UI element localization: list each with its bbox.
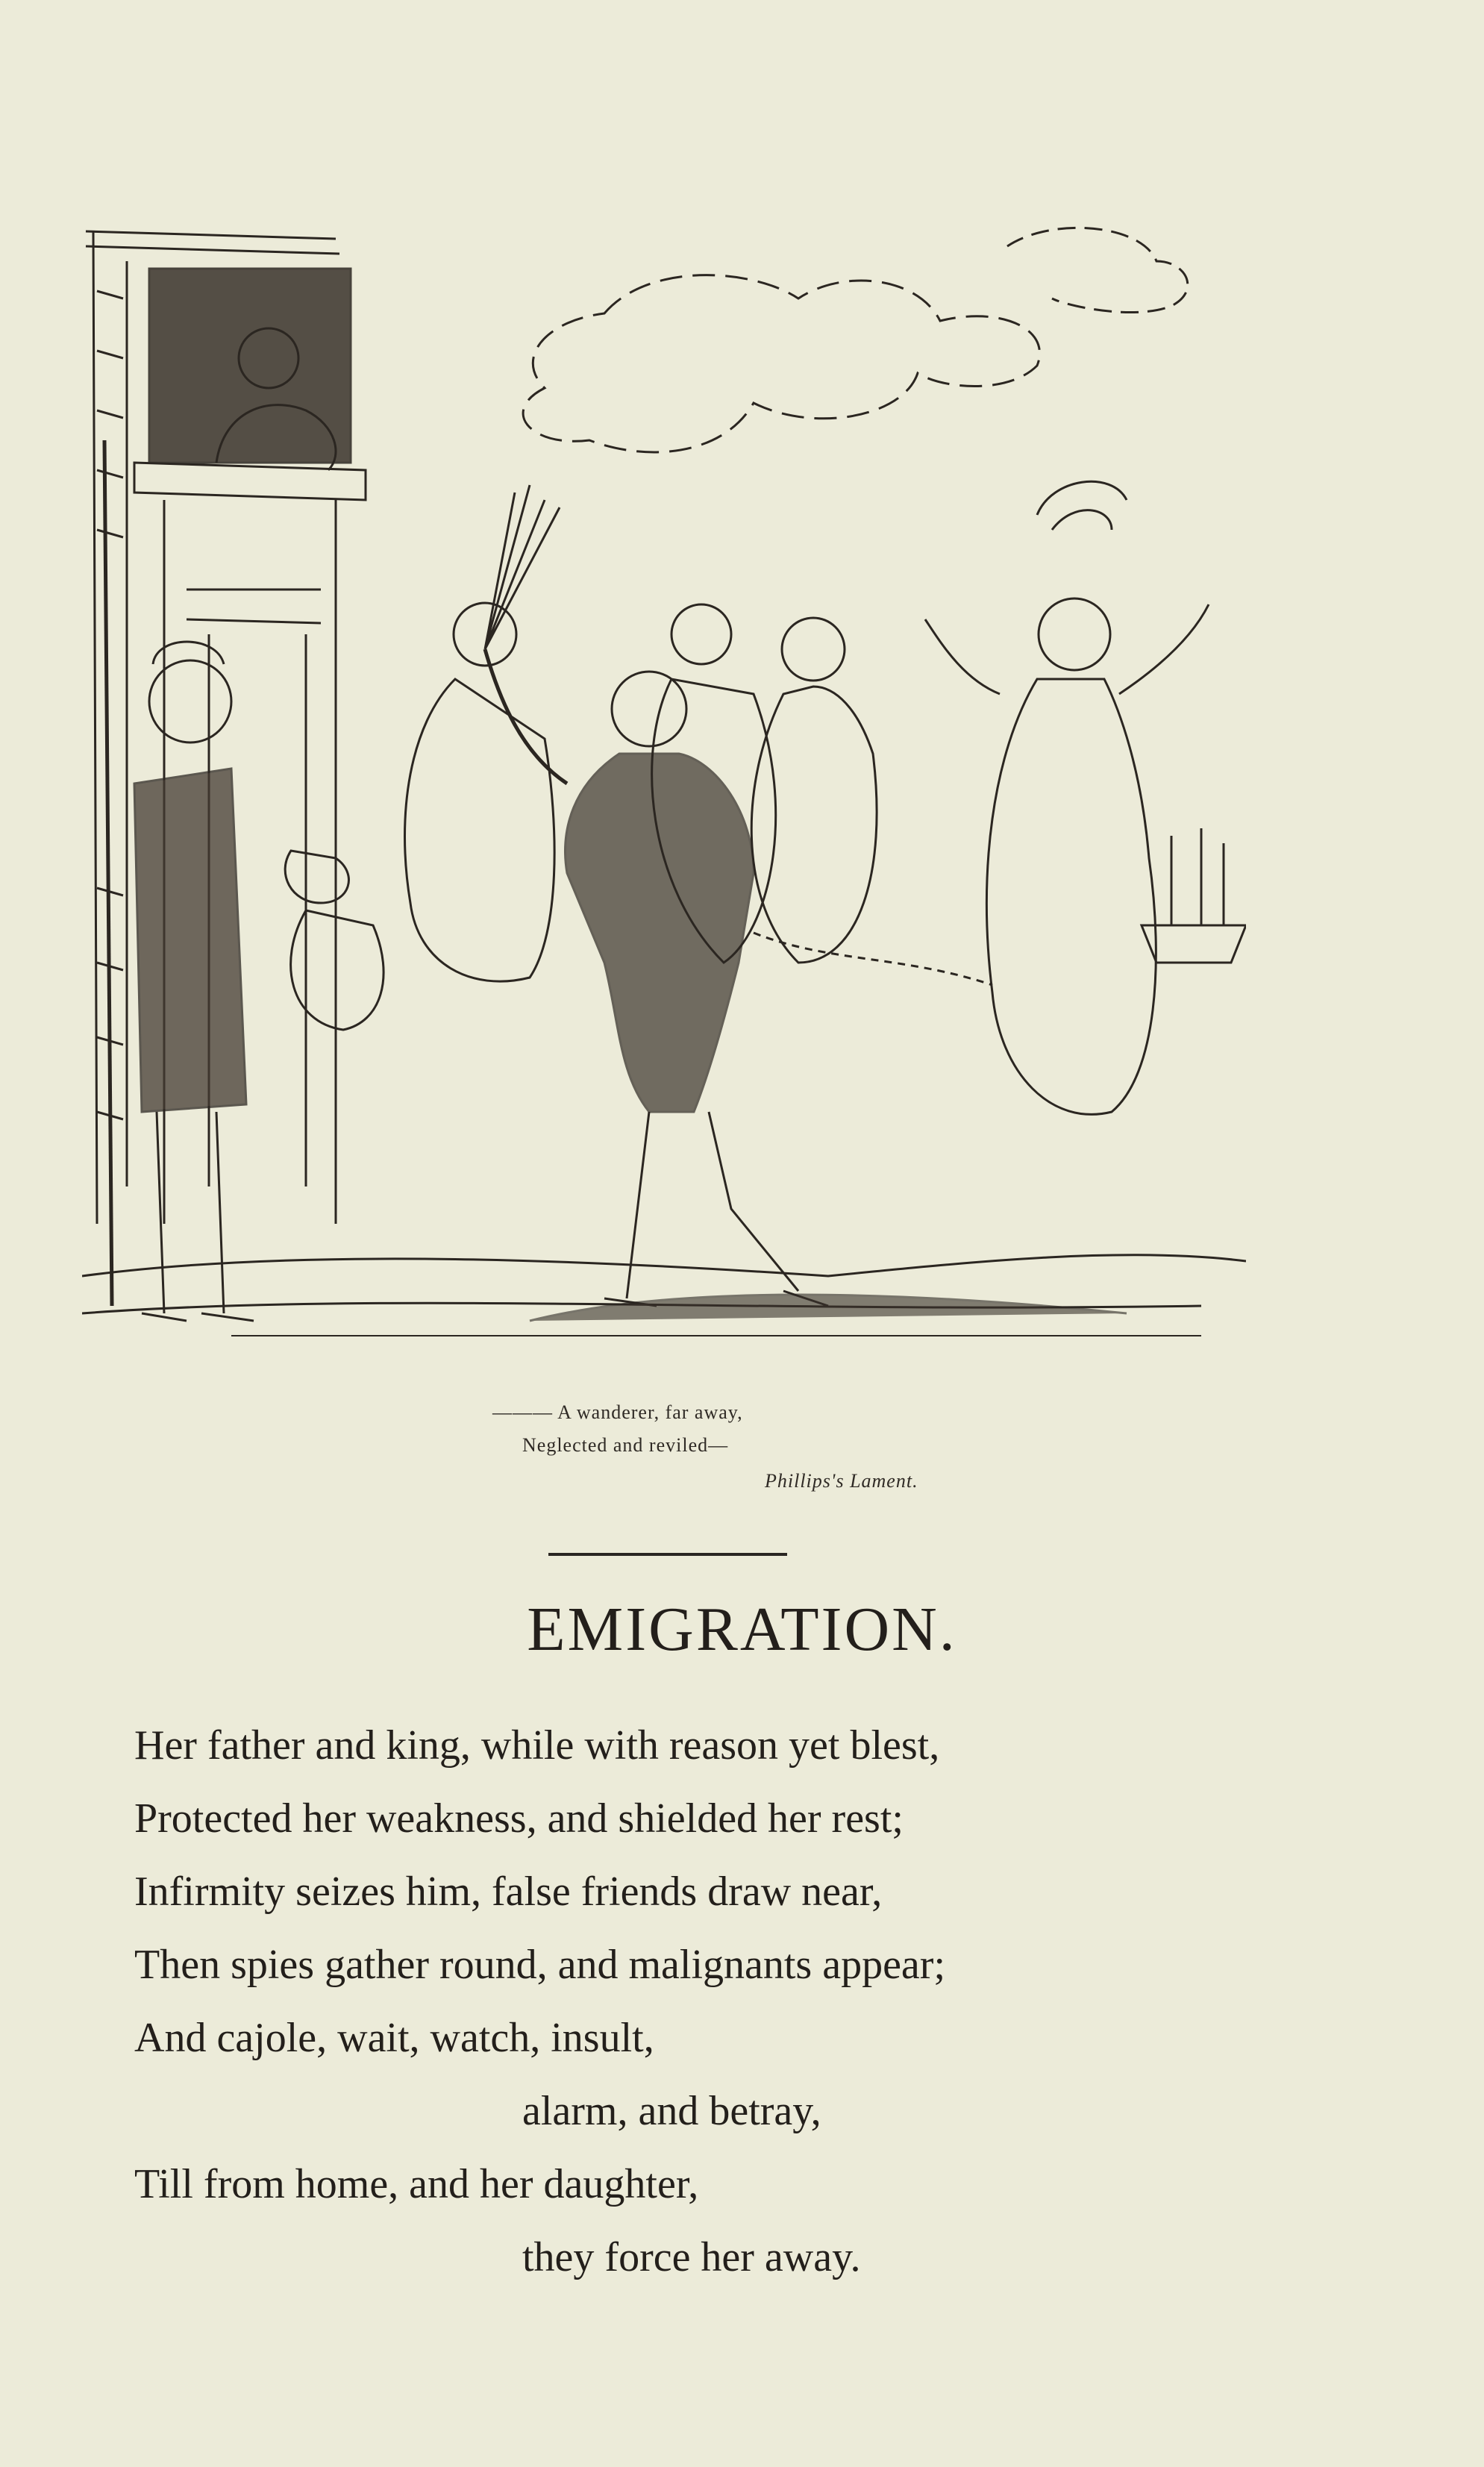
poem-line-indented: alarm, and betray, xyxy=(522,2088,821,2134)
poem-line: Her father and king, while with reason yet blest, xyxy=(134,1722,940,1769)
engraving-illustration xyxy=(82,216,1246,1358)
poem-line: And cajole, wait, watch, insult, xyxy=(134,2015,654,2061)
section-divider xyxy=(548,1553,787,1556)
epigraph-attribution: Phillips's Lament. xyxy=(765,1470,918,1492)
engraving-drawing xyxy=(82,216,1246,1358)
poem-line: Infirmity seizes him, false friends draw near, xyxy=(134,1869,883,1915)
poem-line-indented: they force her away. xyxy=(522,2234,861,2280)
epigraph-line-1: ——— A wanderer, far away, xyxy=(492,1401,743,1423)
poem-line: Then spies gather round, and malignants appear; xyxy=(134,1942,945,1988)
poem-title: EMIGRATION. xyxy=(527,1595,957,1664)
poem-body xyxy=(134,1709,945,2294)
poem-line: Till from home, and her daughter, xyxy=(134,2161,699,2207)
epigraph-line-2: Neglected and reviled— xyxy=(522,1434,729,1456)
poem-line: Protected her weakness, and shielded her rest; xyxy=(134,1795,904,1842)
